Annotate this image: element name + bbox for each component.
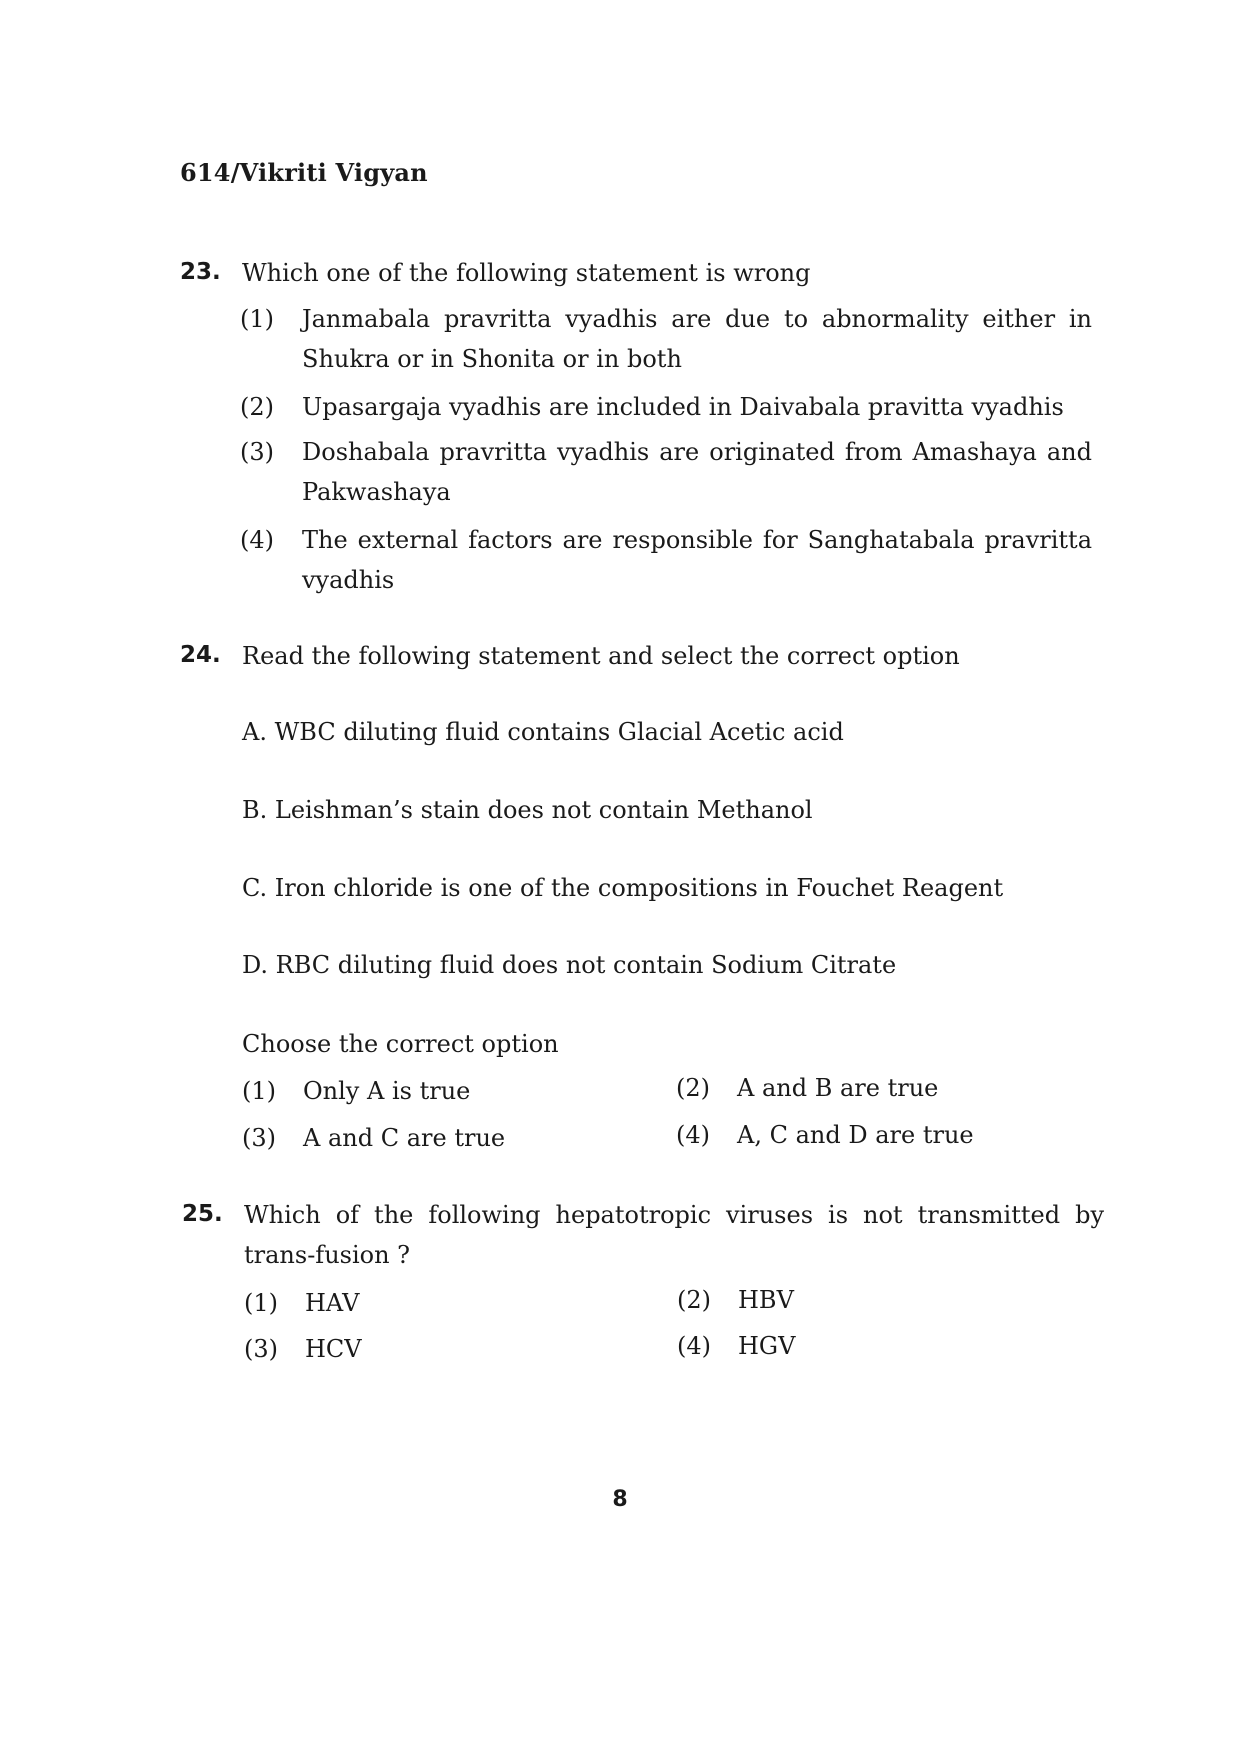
option-text: Upasargaja vyadhis are included in Daivabala pravitta vyadhis [302,393,1064,421]
option-text: Janmabala pravritta vyadhis are due to abnormality either in Shukra or in Shonita or in both [302,305,1092,373]
question-number: 24. [180,642,221,668]
option-number: (1) [244,1289,278,1317]
option-number: (1) [240,305,274,333]
option-text: A, C and D are true [737,1121,974,1149]
option-text: HCV [305,1335,362,1363]
option-text: HBV [738,1286,794,1314]
option-number: (4) [676,1121,710,1149]
option-number: (3) [242,1124,276,1152]
option-text: The external factors are responsible for Sanghatabala pravritta vyadhis [302,526,1092,594]
page-header-title: 614/Vikriti Vigyan [180,158,428,187]
question-text: Which of the following hepatotropic viruses is not transmitted by trans-fusion ? [244,1201,1104,1269]
option-text: A and B are true [737,1074,939,1102]
statement-c: C. Iron chloride is one of the compositions in Fouchet Reagent [242,874,1004,902]
statement-b: B. Leishman’s stain does not contain Methanol [242,796,813,824]
choose-instruction: Choose the correct option [242,1030,559,1058]
question-number: 23. [180,259,221,285]
statement-d: D. RBC diluting fluid does not contain Sodium Citrate [242,951,897,979]
option-text: Doshabala pravritta vyadhis are originated from Amashaya and Pakwashaya [302,438,1092,506]
option-text: Only A is true [303,1077,471,1105]
option-number: (2) [676,1074,710,1102]
option-number: (3) [240,438,274,466]
question-number: 25. [182,1201,223,1227]
option-number: (1) [242,1077,276,1105]
statement-a: A. WBC diluting fluid contains Glacial Acetic acid [242,718,844,746]
question-text: Which one of the following statement is wrong [242,259,811,287]
option-number: (4) [240,526,274,554]
option-number: (4) [677,1332,711,1360]
option-number: (2) [240,393,274,421]
page-number: 8 [612,1487,628,1512]
option-text: A and C are true [303,1124,506,1152]
question-text: Read the following statement and select the correct option [242,642,960,670]
option-text: HGV [738,1332,796,1360]
option-number: (3) [244,1335,278,1363]
option-number: (2) [677,1286,711,1314]
option-text: HAV [305,1289,360,1317]
